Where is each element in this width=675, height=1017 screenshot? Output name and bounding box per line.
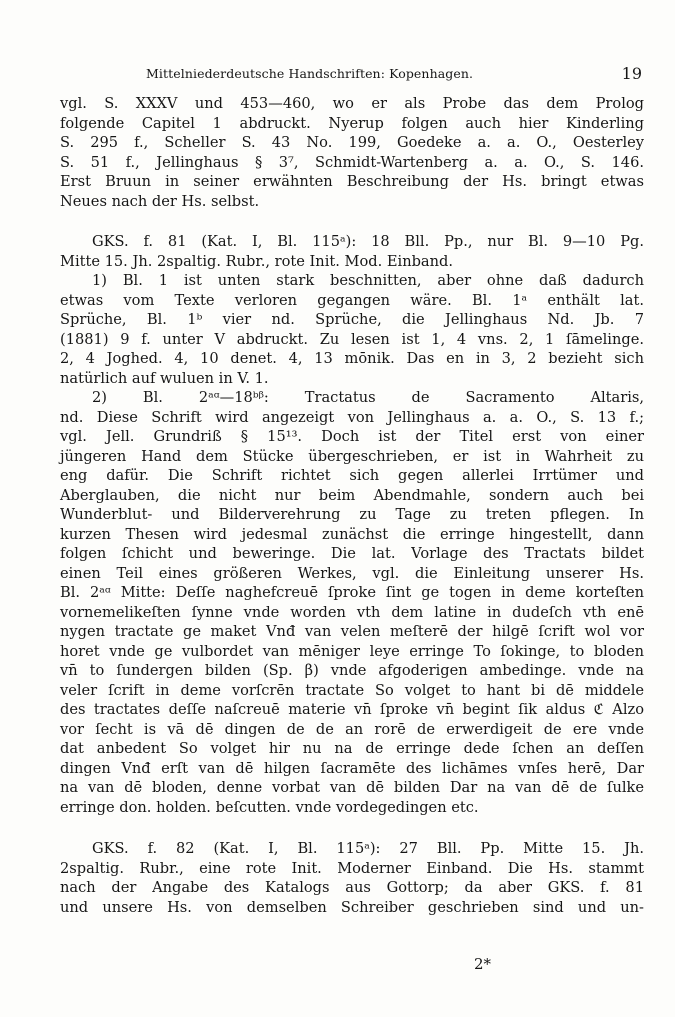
text-line: einen Teil eines größeren Werkes, vgl. die Einleitung unserer Hs. [60,564,644,582]
text-line: nd. Diese Schrift wird angezeigt von Jellinghaus a. a. O., S. 13 f.; [60,408,644,426]
text-line: und unsere Hs. von demselben Schreiber geschrieben sind und un- [60,898,644,916]
text-line: etwas vom Texte verloren gegangen wäre. Bl. 1ᵃ enthält lat. [60,291,644,309]
paragraph-gks-f81 [60,232,644,817]
text-line: S. 295 f., Scheller S. 43 No. 199, Goedeke a. a. O., Oesterley [60,134,644,151]
text-line: Bl. 2ᵃᵅ Mitte: Deſſe naghefcreuē ſproke ſint ge togen in deme korteſten [60,584,644,601]
text-line: Mitte 15. Jh. 2spaltig. Rubr., rote Init. Mod. Einband. [60,252,454,270]
text-line: Sprüche, Bl. 1ᵇ vier nd. Sprüche, die Jellinghaus Nd. Jb. 7 [60,311,644,328]
running-title: Mittelniederdeutsche Handschriften: Kopenhagen. [146,66,474,81]
text-line: GKS. f. 81 (Kat. I, Bl. 115ᵃ): 18 Bll. Pp., nur Bl. 9—10 Pg. [92,233,644,250]
page-body [60,94,644,917]
text-line: erringe don. holden. beſcutten. vnde vordegedingen etc. [60,798,479,816]
text-line: 1) Bl. 1 ist unten stark beschnitten, aber ohne daß dadurch [92,272,644,289]
text-line: Erst Bruun in seiner erwähnten Beschreibung der Hs. bringt etwas [60,173,644,190]
text-line: (1881) 9 f. unter V abdruckt. Zu lesen ist 1, 4 vns. 2, 1 ſāmelinge. [60,330,644,348]
text-line: na van dē bloden, denne vorbat van dē bilden Dar na van dē de ſulke [60,779,644,796]
text-line: S. 51 f., Jellinghaus § 3⁷, Schmidt-Wartenberg a. a. O., S. 146. [60,153,644,171]
text-line: vn̄ to ſundergen bilden (Sp. β) vnde afgoderigen ambedinge. vnde na [60,662,644,679]
paragraph-gap [60,211,644,232]
text-line: 2, 4 Joghed. 4, 10 denet. 4, 13 mōnik. Das en in 3, 2 bezieht sich [60,350,644,367]
text-line: jüngeren Hand dem Stücke übergeschrieben, er ist in Wahrheit zu [60,447,644,465]
text-line: veler ſcrift in deme vorſcrēn tractate So volget to hant bi dē middele [60,681,644,699]
signature-mark: 2* [474,955,492,973]
text-line: Wunderblut- und Bilderverehrung zu Tage zu treten pflegen. In [60,506,644,523]
text-line: folgende Capitel 1 abdruckt. Nyerup folgen auch hier Kinderling [60,114,644,132]
text-line: dingen Vnđ erſt van dē hilgen ſacramēte des lichāmes vnſes herē, Dar [60,759,644,777]
text-line: horet vnde ge vulbordet van mēniger leye erringe To ſokinge, to bloden [60,642,644,660]
text-line: dat anbedent So volget hir nu na de erringe dede ſchen an deſſen [60,740,644,757]
text-line: 2spaltig. Rubr., eine rote Init. Moderner Einband. Die Hs. stammt [60,859,644,877]
text-line: nygen tractate ge maket Vnđ van velen meſterē der hilgē ſcrift wol vor [60,623,644,640]
text-line: vor ſecht is vā dē dingen de de an rorē de erwerdigeit de ere vnde [60,720,644,738]
paragraph-gap [60,817,644,839]
text-line: Neues nach der Hs. selbst. [60,192,260,210]
text-line: vornemelikeſten ſynne vnde worden vth dem latine in dudeſch vth enē [60,603,644,621]
text-line: kurzen Thesen wird jedesmal zunächst die erringe hingestellt, dann [60,525,644,543]
text-line: 2) Bl. 2ᵃᵅ—18ᵇᵝ: Tractatus de Sacramento Altaris, [92,389,644,406]
text-line: folgen ſchicht und beweringe. Die lat. Vorlage des Tractats bildet [60,545,644,562]
text-line: eng dafür. Die Schrift richtet sich gegen allerlei Irrtümer und [60,467,644,484]
text-line: natürlich auf wuluen in V. 1. [60,369,269,387]
paragraph-prolog-references [60,94,644,211]
text-line: vgl. S. XXXV und 453—460, wo er als Probe das dem Prolog [60,95,644,112]
paragraph-gks-f82 [60,839,644,917]
text-line: GKS. f. 82 (Kat. I, Bl. 115ᵃ): 27 Bll. Pp. Mitte 15. Jh. [92,840,644,857]
text-line: nach der Angabe des Katalogs aus Gottorp; da aber GKS. f. 81 [60,879,644,896]
page-number: 19 [621,64,642,83]
running-header [60,64,642,84]
text-line: Aberglauben, die nicht nur beim Abendmahle, sondern auch bei [60,486,644,504]
text-line: des tractates deſſe naſcreuē materie vn̄ ſproke vn̄ begint ſik aldus ℭ Alzo [60,701,644,718]
text-line: vgl. Jell. Grundriß § 15¹³. Doch ist der Titel erst von einer [60,428,644,445]
